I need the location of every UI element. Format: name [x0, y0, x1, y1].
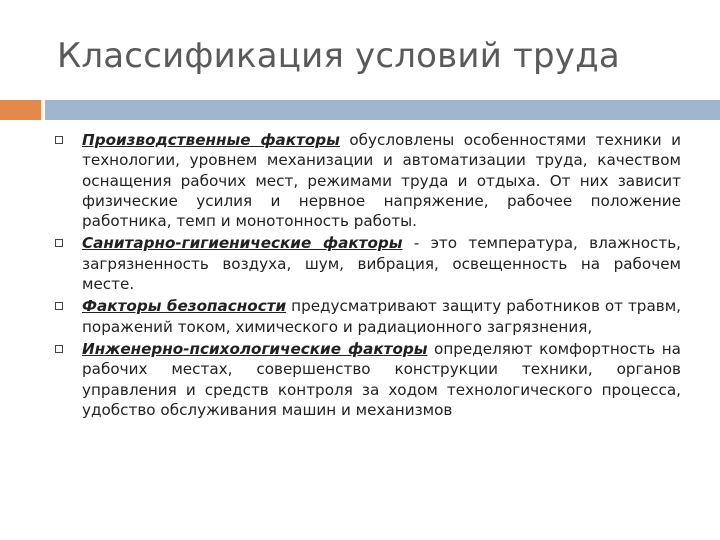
bullet-term: Производственные факторы — [82, 131, 340, 149]
bullet-item-sanitary — [55, 233, 681, 294]
square-bullet-icon — [55, 136, 63, 144]
bullet-item-engineering — [55, 339, 681, 420]
bullet-text: - это температура, влажность, загрязненность воздуха, шум, вибрация, освещенность на рабочем месте. — [82, 234, 681, 294]
square-bullet-icon — [55, 239, 63, 247]
bullet-item-safety — [55, 296, 681, 337]
bullet-text: определяют комфортность на рабочих местах, совершенство конструкции техники, органов управления и средств контроля за ходом технологического процесса, удобство обслуживания машин и механизмов — [82, 339, 681, 419]
header-divider-bar — [45, 100, 720, 120]
bullet-item-production — [55, 130, 681, 231]
bullet-text: предусматривают защиту работников от травм, поражений током, химического и радиационного загрязнения, — [82, 297, 681, 336]
square-bullet-icon — [55, 345, 63, 353]
bullet-term: Санитарно-гигиенические факторы — [82, 234, 403, 253]
bullet-term: Инженерно-психологические факторы — [82, 339, 428, 358]
square-bullet-icon — [55, 302, 63, 310]
accent-bar — [0, 100, 41, 120]
bullet-list — [55, 130, 681, 422]
bullet-term: Факторы безопасности — [82, 297, 287, 316]
slide-title: Классификация условий труда — [57, 36, 620, 76]
bullet-text: обусловлены особенностями техники и технологии, уровнем механизации и автоматизации труда, качеством оснащения рабочих мест, режимами труда и отдыха. От них зависит физические усилия и нервное напряжение, рабочее положение работника, темп и монотонность работы. — [82, 131, 681, 231]
